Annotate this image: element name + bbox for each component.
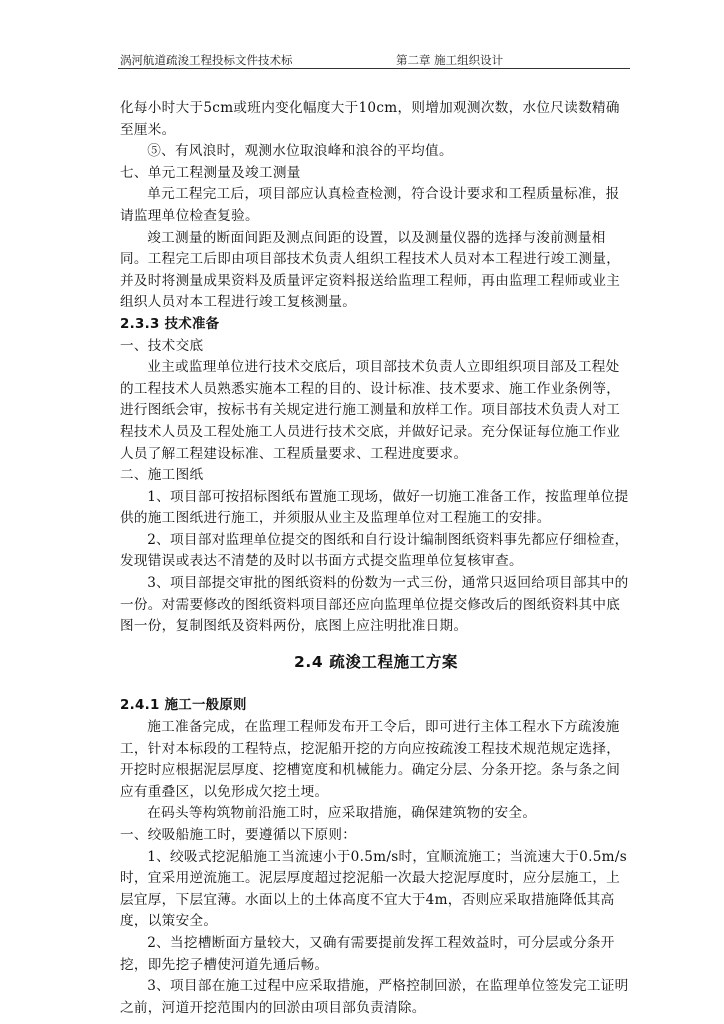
- paragraph: 在码头等构筑物前沿施工时，应采取措施，确保建筑物的安全。: [147, 805, 537, 822]
- paragraph: 2、项目部对监理单位提交的图纸和自行设计编制图纸资料事先都应仔细检查，发现错误或表达不清楚的及时以书面方式提交监理单位复核审查。: [120, 531, 629, 570]
- section-heading: 七、单元工程测量及竣工测量: [120, 164, 301, 181]
- section-heading: 一、绞吸船施工时，要遵循以下原则：: [120, 827, 357, 843]
- paragraph: 3、项目部提交审批的图纸资料的份数为一式三份，通常只返回给项目部其中的一份。对需要修改的图纸资料项目部还应向监理单位提交修改后的图纸资料其中底图一份，复制图纸及资料两份，底图上应注明批准日期。: [120, 575, 629, 635]
- subsection-heading: 2.3.3 技术准备: [120, 316, 220, 332]
- paragraph: 3、项目部在施工过程中应采取措施，严格控制回淤，在监理单位签发完工证明之前，河道开挖范围内的回淤由项目部负责清除。: [120, 978, 629, 1016]
- paragraph: 业主或监理单位进行技术交底后，项目部技术负责人立即组织项目部及工程处的工程技术人员熟悉实施本工程的目的、设计标准、技术要求、施工作业条例等，进行图纸会审，按标书有关规定进行施工测量和放样工作。项目部技术负责人对工程技术人员及工程处施工人员进行技术交底，并做好记录。充分保证每位施工作业人员了解工程建设标准、工程质量要求、工程进度要求。: [120, 359, 621, 462]
- section-heading: 一、技术交底: [120, 337, 204, 354]
- paragraph: 单元工程完工后，项目部应认真检查检测，符合设计要求和工程质量标准，报请监理单位检查复验。: [120, 186, 620, 224]
- paragraph: 化每小时大于5cm或班内变化幅度大于10cm，则增加观测次数，水位尺读数精确至厘米。: [120, 100, 620, 138]
- paragraph: 1、项目部可按招标图纸布置施工现场，做好一切施工准备工作，按监理单位提供的施工图纸进行施工，并须服从业主及监理单位对工程施工的安排。: [120, 488, 629, 527]
- header-divider: [118, 68, 630, 69]
- paragraph: ⑤、有风浪时，观测水位取浪峰和浪谷的平均值。: [147, 143, 453, 160]
- paragraph: 施工准备完成，在监理工程师发布开工令后，即可进行主体工程水下方疏浚施工，针对本标段的工程特点，挖泥船开挖的方向应按疏浚工程技术规范规定选择，开挖时应根据泥层厚度、挖槽宽度和机械能力。确定分层、分条开挖。条与条之间应有重叠区，以免形成欠挖土埂。: [120, 719, 621, 800]
- paragraph: 竣工测量的断面间距及测点间距的设置，以及测量仪器的选择与浚前测量相同。工程完工后即由项目部技术负责人组织工程技术人员对本工程进行竣工测量，并及时将测量成果资料及质量评定资料报送给监理工程师，再由监理工程师或业主组织人员对本工程进行竣工复核测量。: [120, 229, 621, 311]
- header-chapter-title: 第二章 施工组织设计: [396, 53, 504, 67]
- section-heading: 二、施工图纸: [120, 467, 204, 484]
- subsection-heading: 2.4.1 施工一般原则: [120, 698, 247, 714]
- paragraph: 2、当挖槽断面方量较大，又确有需要提前发挥工程效益时，可分层或分条开挖，即先挖子槽使河道先通后畅。: [120, 934, 615, 973]
- document-body: [120, 98, 632, 1019]
- chapter-heading: 2.4 疏浚工程施工方案: [293, 652, 459, 671]
- header-document-title: 涡河航道疏浚工程投标文件技术标: [120, 53, 293, 67]
- paragraph: 1、绞吸式挖泥船施工当流速小于0.5m/s时，宜顺流施工；当流速大于0.5m/s时，宜采用逆流施工。泥层厚度超过挖泥船一次最大挖泥厚度时，应分层施工，上层宜厚，下层宜薄。水面以上的土体高度不宜大于4m，否则应采取措施降低其高度，以策安全。: [120, 848, 627, 930]
